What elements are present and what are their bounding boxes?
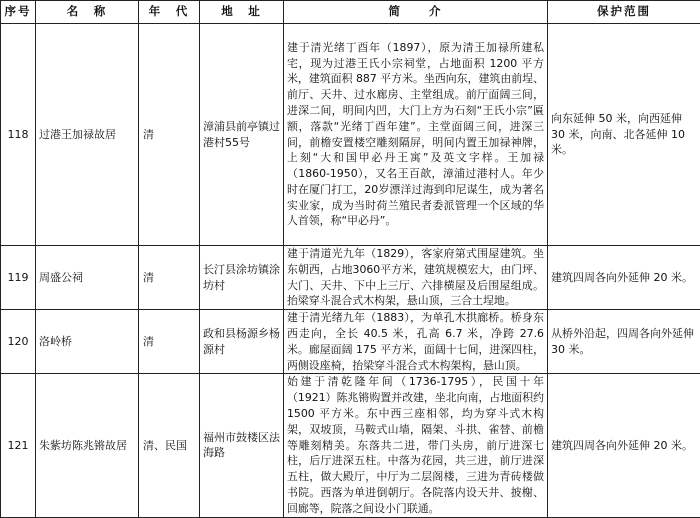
table-row	[1, 246, 700, 310]
site-name: 朱紫坊陈兆锵故居	[36, 374, 139, 517]
site-location: 福州市鼓楼区法海路	[200, 374, 284, 517]
site-name: 过港王加禄故居	[36, 24, 139, 246]
site-era: 清、民国	[139, 374, 200, 517]
site-era: 清	[139, 24, 200, 246]
site-name: 周盛公祠	[36, 246, 139, 310]
row-number: 120	[1, 310, 36, 374]
site-location: 漳浦县前亭镇过港村55号	[200, 24, 284, 246]
protection-range: 建筑四周各向外延伸 20 米。	[548, 374, 700, 517]
site-intro: 建于清光绪九年（1883），为单孔木拱廊桥。桥身东西走向，全长 40.5 米，孔高 6.7 米，净跨 27.6 米。廊屋面阔 175 平方米，面阔十七间，进深四柱，两侧设座椅，抬梁穿斗混合式木构架构，悬山顶。	[284, 310, 548, 374]
row-number: 121	[1, 374, 36, 517]
header-no: 序号	[1, 1, 36, 24]
row-number: 118	[1, 24, 36, 246]
protection-range: 从桥外沿起，四周各向外延伸 30 米。	[548, 310, 700, 374]
header-location: 地 址	[200, 1, 284, 24]
site-intro: 始建于清乾隆年间（1736-1795），民国十年（1921）陈兆锵购置并改建，坐北向南，占地面积约 1500 平方米。东中西三座相邻，均为穿斗式木构架，双坡顶，马鞍式山墙，隔架、斗拱、雀替、前檐等雕刻精美。东落共二进，带门头房，前厅进深七柱，后厅进深五柱。中落为花园，共三进，前厅进深五柱，做大殿厅，中厅为二层阁楼，三进为青砖楼做书院。西落为单进倒朝厅。各院落内设天井、披榭、回廊等，院落之间设小门联通。	[284, 374, 548, 517]
row-number: 119	[1, 246, 36, 310]
site-era: 清	[139, 310, 200, 374]
site-location: 政和县杨源乡杨源村	[200, 310, 284, 374]
table-row	[1, 374, 700, 517]
header-row	[1, 1, 700, 24]
header-protection: 保护范围	[548, 1, 700, 24]
protection-range: 建筑四周各向外延伸 20 米。	[548, 246, 700, 310]
header-name: 名 称	[36, 1, 139, 24]
site-era: 清	[139, 246, 200, 310]
protection-range: 向东延伸 50 米，向西延伸 30 米，向南、北各延伸 10 米。	[548, 24, 700, 246]
table-row	[1, 310, 700, 374]
table-row	[1, 24, 700, 246]
header-era: 年 代	[139, 1, 200, 24]
site-intro: 建于清光绪丁酉年（1897），原为清王加禄所建私宅，现为过港王氏小宗祠堂，占地面积 1200 平方米，建筑面积 887 平方米。坐西向东，建筑由前埕、前厅、天井、过水廊房、主堂组成。前厅面阔三间，进深二间，明间内凹，大门上方为石刻“王氏小宗”匾额，落款“光绪丁酉年建”。主堂面阔三间，进深三间，前檐安置楼空雕刻隔屏，明间内置王加禄神牌，上刻“大和国甲必丹王寓”及英文字样。王加禄（1860-1950），又名王百歆，漳浦过港村人。年少时在厦门打工，20岁漂洋过海到印尼谋生，成为著名实业家，成为当时荷兰殖民者委派管理一个区域的华人首领，称“甲必丹”。	[284, 24, 548, 246]
header-intro: 简 介	[284, 1, 548, 24]
site-name: 洛岭桥	[36, 310, 139, 374]
site-intro: 建于清道光九年（1829），客家府第式围屋建筑。坐东朝西，占地3060平方米，建筑规模宏大，由门坪、大门、天井、下中上三厅、六排横屋及后围屋组成。抬梁穿斗混合式木构架，悬山顶，三合土埕地。	[284, 246, 548, 310]
site-location: 长汀县涂坊镇涂坊村	[200, 246, 284, 310]
